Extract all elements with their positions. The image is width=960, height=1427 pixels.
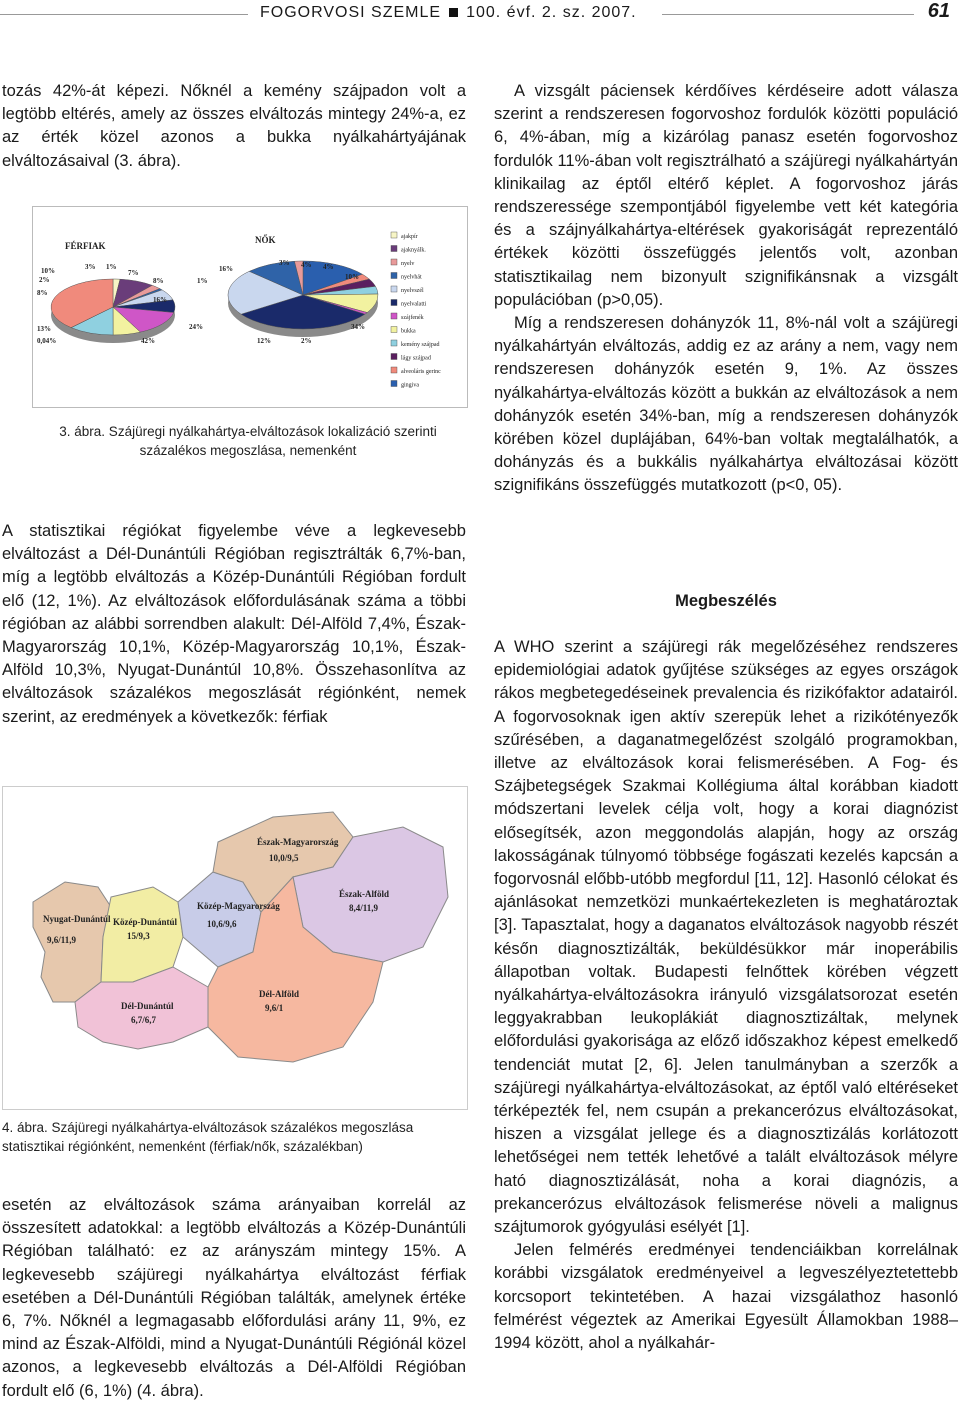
region-value: 8,4/11,9	[349, 903, 379, 913]
right-paras-bottom	[494, 636, 958, 1355]
legend-swatch	[391, 286, 397, 292]
legend-swatch	[391, 232, 397, 238]
women-label: 16%	[219, 265, 233, 273]
journal-issue: 100. évf. 2. sz. 2007.	[466, 4, 637, 21]
region-label: Közép-Dunántúl	[113, 917, 178, 927]
left-para-2	[2, 520, 466, 729]
journal-title: FOGORVOSI SZEMLE	[260, 4, 442, 21]
legend-swatch	[391, 381, 397, 387]
left-para-1	[2, 80, 466, 173]
men-label: 2%	[39, 276, 50, 284]
region-value: 9,6/1	[265, 1003, 284, 1013]
left-para-3-text: esetén az elváltozások száma arányaiban korrelál az összesített adatokkal: a legtöbb elváltozás a Közép-Dunántúli Régióban található: ez az arányszám mintegy 15%. A legkevesebb szájüregi nyálkahártya elváltozást férfiak esetében a Dél-Dunántúli Régióban találták, amelynek értéke 6, 7%. Nőknél a legmagasabb előfordulási arány 11, 9%, ez mind az Észak-Alföldi, mind a Nyugat-Dunántúli Régiónál közel azonos, a legkevesebb elváltozás a Dél-Alföldi Régióban fordult elő (6, 1%) (4. ábra).	[2, 1196, 466, 1400]
region-label: Észak-Alföld	[339, 889, 390, 899]
left-para-3	[2, 1194, 466, 1403]
men-label: 8%	[153, 277, 164, 285]
page-header	[0, 0, 960, 40]
legend-item: alveoláris gerinc	[401, 369, 441, 375]
men-label: 0,04%	[37, 337, 57, 345]
region-label: Nyugat-Dunántúl	[43, 914, 111, 924]
figure-3-caption: 3. ábra. Szájüregi nyálkahártya-elváltozások lokalizáció szerinti százalékos megoszlása, nemenként	[59, 424, 437, 458]
men-label: 42%	[141, 337, 155, 345]
region-value: 9,6/11,9	[47, 935, 77, 945]
legend-swatch	[391, 259, 397, 265]
right-para-2-text: Míg a rendszeresen dohányzók 11, 8%-nál volt a szájüregi nyálkahártyán elváltozás, addig ez az arány a nem, vagy nem rendszeresen dohányzók esetén 9, 1%. Az összes nyálkahártya-elváltozás között a bukkán az elváltozások a nem dohányzók esetén 34%-ban, míg a rendszeresen dohányzók körében közel duplájában, 64%-ban voltak megtalálhatók, a dohányzás és a bukkális nyálkahártya elváltozásai között szignifikáns összefüggés mutatkozott (p<0, 05).	[494, 314, 958, 495]
header-rule-left	[0, 14, 248, 15]
left-para-1-text: tozás 42%-át képezi. Nőknél a kemény szájpadon volt a legtöbb eltérés, amely az összes elváltozás mintegy 24%-a, ez az érték közel azonos a bukka nyálkahártyájának elváltozásaival (3. ábra).	[2, 82, 466, 170]
legend-swatch	[391, 340, 397, 346]
right-para-1-text: A vizsgált páciensek kérdőíves kérdéseire adott válasza szerint a rendszeresen fogorvoshoz fordulók közötti populáció 6, 4%-ában, míg a kizárólag panasz esetén fogorvoshoz fordulók 11%-ában volt regisztrálható a szájüregi nyálkahártyán klinikailag az éptől eltérő képlet. A fogorvoshoz járás rendszeressége szempontjából figyelembe vett két kategória és a szájnyálkahártya-eltérések gyakoriságát reprezentáló értékek közötti összefüggés jelentős volt, azonban statisztikailag nem bizonyult szignifikánsnak a vizsgált populációban (p>0,05).	[494, 82, 958, 309]
region-value: 15/9,3	[127, 931, 150, 941]
legend-item: lágy szájpad	[401, 355, 431, 362]
right-para-4-text: Jelen felmérés eredményei tendenciáikban korrelálnak korábbi vizsgálatok eredményeivel a legveszélyeztetettebb korcsoport tekintetében. A hazai vizsgálathoz hasonló felmérést végeztek az Amerikai Egyesült Államokban 1988–1994 között, ahol a nyálkahár-	[494, 1241, 958, 1353]
legend-swatch	[391, 354, 397, 360]
men-pie	[51, 279, 175, 335]
page-number: 61	[927, 0, 950, 22]
legend-swatch	[391, 246, 397, 252]
header-rule-right	[662, 14, 914, 15]
legend-item: nyelvhát	[401, 274, 422, 281]
men-label: 10%	[41, 267, 55, 275]
region-label: Észak-Magyarország	[257, 837, 339, 847]
figure-3-pies	[33, 207, 467, 407]
right-para-3-text: A WHO szerint a szájüregi rák megelőzéséhez rendszeres epidemiológiai adatok gyűjtése szükséges az egyes országok rákos megbetegedéseinek prevalencia és rizikófaktor adatairól. A fogorvosoknak igen aktív szerepük lehet a rizikótényezők szűrésében, a daganatmegelőzést szolgáló programokban, illetve az elváltozások korai felismerésében. A Fog- és Szájbetegségek Szakmai Kollégiuma által korábban kiadott módszertani levelek célja volt, hogy a korai diagnózist elősegítsék, azon meggondolás alapján, hogy az ország lakosságának túlnyomó többsége fogászati kezelés kapcsán a fogorvosnál előbb-utóbb megfordul [11, 12]. Hasonló célokat és ajánlásokat nemzetközi munkaértekezleten is meghatároztak [3]. Tapasztalat, hogy a daganatos elváltozások nagyobb részét későn diagnosztizálták, beküldésükkor már inoperábilis állapotban voltak. Budapesti felnőttek körében végzett nyálkahártya-elváltozásokra irányuló vizsgálatsorozat esetén leggyakrabban leukoplákiát diagnosztizáltak, melynek előfordulási gyakorisága az előző időszakhoz képest emelkedő tendenciát mutat [2, 6]. Jelen tanulmányban a szerzők a szájüregi nyálkahártya-elváltozásokat, az éptől való eltéréseket térképezték fel, nem csupán a prekancerózus elváltozásokat, hiszen a vizsgálat jellege és a diagnosztizálás korlátozott lehetőségei nem tették lehetővé a talált elváltozások mélyre ható diagnosztizálását, noha a korai diagnózis, a prekancerózus elváltozások felismerése növeli a malignus szájtumorok gyógyulási esélyét [1].	[494, 638, 958, 1237]
section-heading: Megbeszélés	[675, 592, 777, 610]
women-label: 34%	[351, 323, 365, 331]
region-label: Dél-Dunántúl	[121, 1001, 174, 1011]
figure-4-map	[3, 787, 467, 1109]
women-label: 24%	[189, 323, 203, 331]
women-label: 3%	[279, 259, 290, 267]
legend-item: ajaknyálk.	[401, 247, 426, 254]
left-para-2-text: A statisztikai régiókat figyelembe véve a legkevesebb elváltozást a Dél-Dunántúli Régióban regisztrálták 6,7%-ban, míg a legtöbb elváltozás a Közép-Dunántúli Régióban fordult elő (12, 1%). Az elváltozások előfordulásának száma a többi régióban az alábbi sorrendben alakult: Dél-Alföld 7,4%, Észak-Magyarország 10,1%, Közép-Magyarország 10,1%, Észak-Alföld 10,3%, Nyugat-Dunántúl 10,8%. Összehasonlítva az elváltozások százalékos megoszlását régiónként, nemek szerint, az eredmények a következők: férfiak	[2, 522, 466, 726]
men-pie-title: FÉRFIAK	[65, 241, 106, 251]
legend-item: bukka	[401, 328, 416, 335]
women-label: 10%	[345, 273, 359, 281]
legend-item: nyelvalatti	[401, 301, 427, 308]
men-label: 1%	[106, 263, 117, 271]
women-label: 1%	[197, 277, 208, 285]
square-bullet-icon	[449, 8, 458, 17]
men-label: 3%	[85, 263, 96, 271]
men-label: 7%	[128, 269, 139, 277]
region-value: 6,7/6,7	[131, 1015, 157, 1025]
figure-3-legend	[391, 232, 441, 389]
legend-swatch	[391, 327, 397, 333]
legend-swatch	[391, 273, 397, 279]
women-pie-title: NŐK	[255, 235, 276, 245]
men-label: 16%	[153, 296, 167, 304]
legend-swatch	[391, 367, 397, 373]
region-label: Dél-Alföld	[259, 989, 299, 999]
women-pie	[228, 261, 378, 329]
region-label: Közép-Magyarország	[197, 901, 280, 911]
legend-item: nyelvszél	[401, 288, 424, 294]
legend-item: nyelv	[401, 261, 415, 267]
figure-4-caption: 4. ábra. Szájüregi nyálkahártya-elváltozások százalékos megoszlása statisztikai régiónként, nemenként (férfiak/nők, százalékban)	[2, 1120, 414, 1154]
figure-3-frame	[32, 206, 468, 408]
women-label: 2%	[301, 337, 312, 345]
legend-item: szájfenék	[401, 315, 424, 321]
women-label: 4%	[301, 261, 312, 269]
legend-item: ajakpír	[401, 234, 418, 240]
women-label: 4%	[323, 263, 334, 271]
figure-4-frame	[2, 786, 468, 1110]
legend-item: kemény szájpad	[401, 342, 440, 348]
journal-info	[260, 4, 637, 22]
women-label: 12%	[257, 337, 271, 345]
legend-swatch	[391, 313, 397, 319]
right-paras-top	[494, 80, 958, 498]
legend-swatch	[391, 300, 397, 306]
men-label: 13%	[37, 325, 51, 333]
region-value: 10,6/9,6	[207, 919, 237, 929]
men-label: 8%	[37, 289, 48, 297]
legend-item: gingiva	[401, 382, 419, 389]
region-value: 10,0/9,5	[269, 853, 299, 863]
